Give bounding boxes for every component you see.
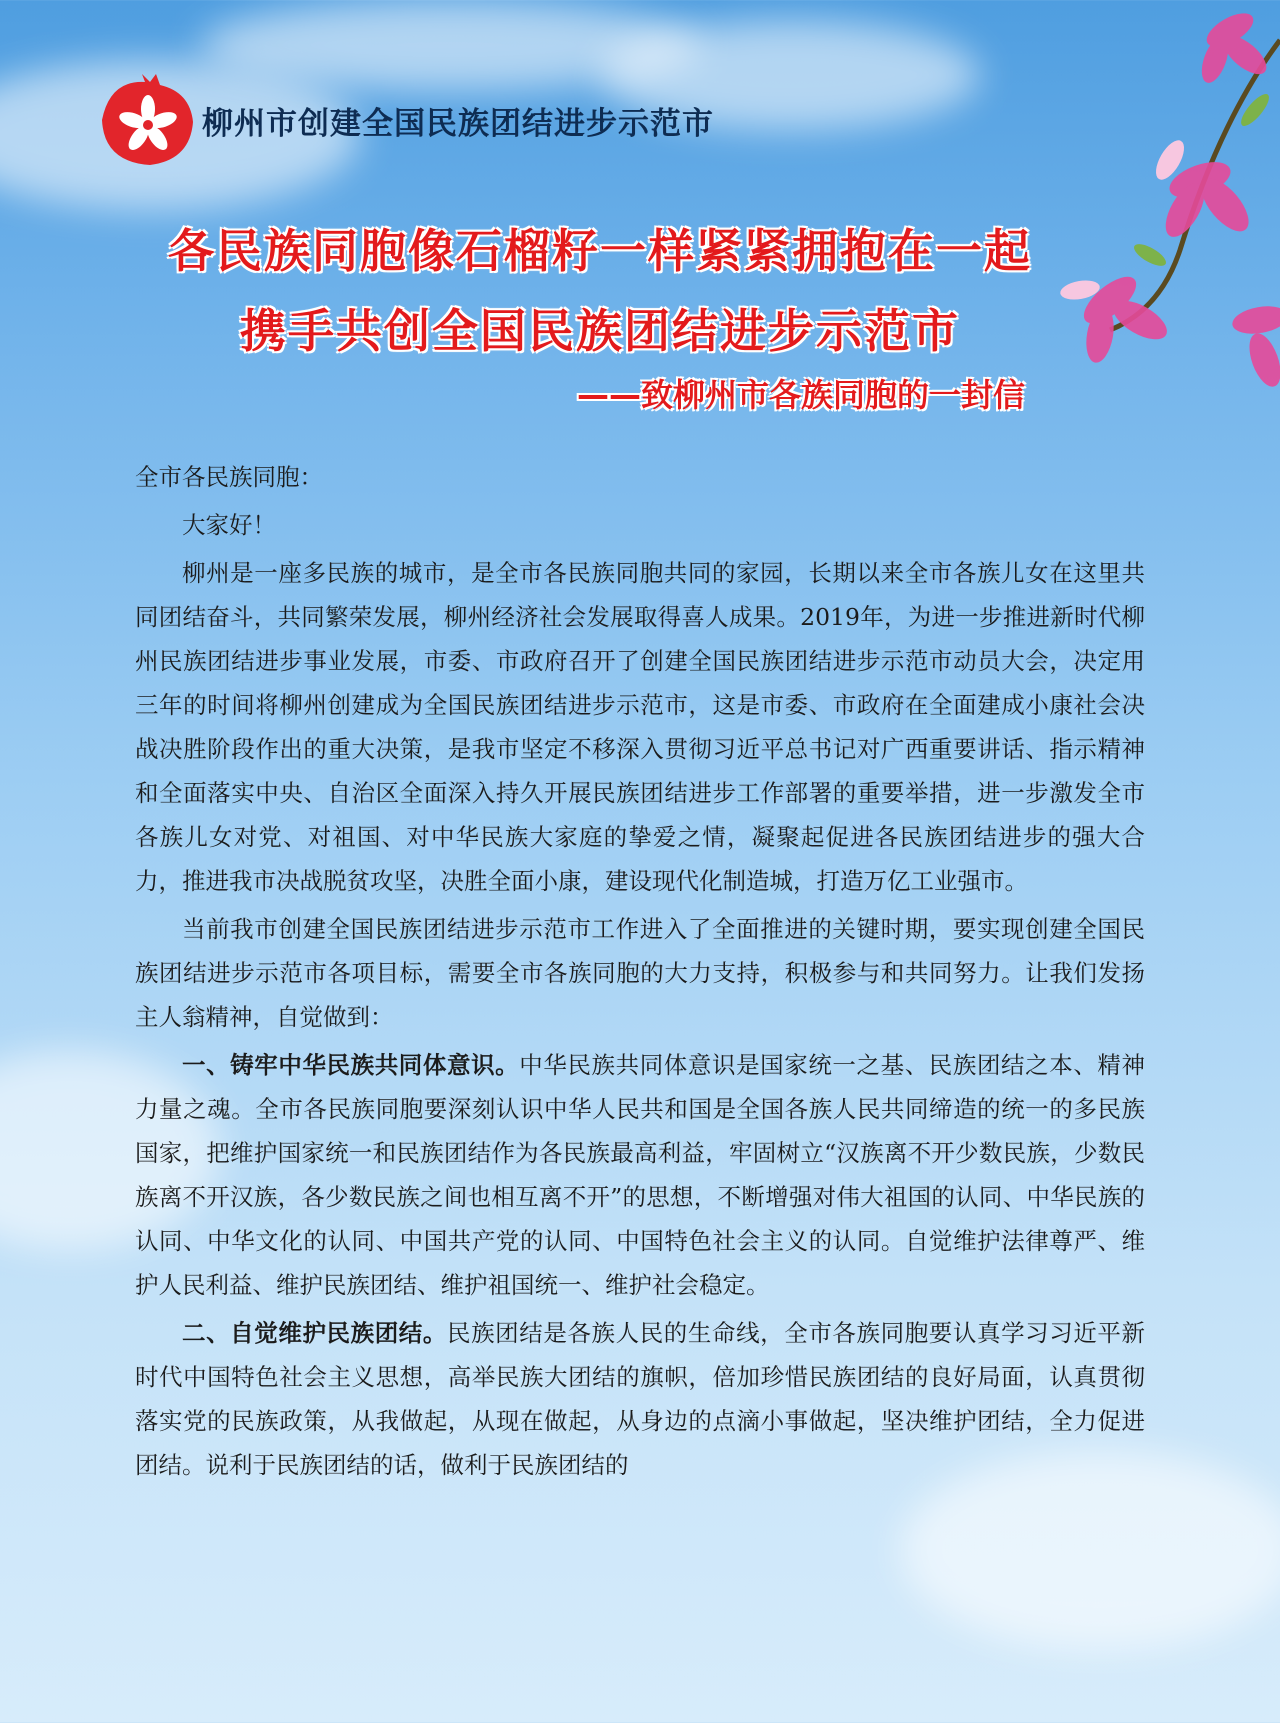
letter-paragraph: 柳州是一座多民族的城市，是全市各民族同胞共同的家园，长期以来全市各族儿女在这里共同团结奋斗，共同繁荣发展，柳州经济社会发展取得喜人成果。2019年，为进一步推进新时代柳州民族团结进步事业发展，市委、市政府召开了创建全国民族团结进步示范市动员大会，决定用三年的时间将柳州创建成为全国民族团结进步示范市，这是市委、市政府在全面建成小康社会决战决胜阶段作出的重大决策，是我市坚定不移深入贯彻习近平总书记对广西重要讲话、指示精神和全面落实中央、自治区全面深入持久开展民族团结进步工作部署的重要举措，进一步激发全市各族儿女对党、对祖国、对中华民族大家庭的挚爱之情，凝聚起促进各民族团结进步的强大合力，推进我市决战脱贫攻坚，决胜全面小康，建设现代化制造城，打造万亿工业强市。 bbox=[135, 559, 1145, 895]
letter-salutation: 全市各民族同胞： bbox=[135, 463, 323, 491]
headline-subtitle: ——致柳州市各族同胞的一封信 bbox=[576, 376, 1025, 414]
section-2-title: 二、自觉维护民族团结。 bbox=[182, 1319, 447, 1347]
section-1-body: 中华民族共同体意识是国家统一之基、民族团结之本、精神力量之魂。全市各民族同胞要深刻认识中华人民共和国是全国各族人民共同缔造的统一的多民族国家，把维护国家统一和民族团结作为各民族最高利益，牢固树立“汉族离不开少数民族，少数民族离不开汉族，各少数民族之间也相互离不开”的思想，不断增强对伟大祖国的认同、中华民族的认同、中华文化的认同、中国共产党的认同、中国特色社会主义的认同。自觉维护法律尊严、维护人民利益、维护民族团结、维护祖国统一、维护社会稳定。 bbox=[135, 1051, 1146, 1299]
section-2-body: 民族团结是各族人民的生命线，全市各族同胞要认真学习习近平新时代中国特色社会主义思想，高举民族大团结的旗帜，倍加珍惜民族团结的良好局面，认真贯彻落实党的民族政策，从我做起，从现在做起，从身边的点滴小事做起，坚决维护团结，全力促进团结。说利于民族团结的话，做利于民族团结的 bbox=[135, 1319, 1146, 1479]
pomegranate-flower-logo-icon bbox=[90, 70, 200, 170]
letter-section-2 bbox=[135, 1311, 1145, 1487]
org-title: 柳州市创建全国民族团结进步示范市 bbox=[202, 105, 714, 142]
letter-body bbox=[135, 455, 1145, 1491]
headline-line-2: 携手共创全国民族团结进步示范市 bbox=[240, 304, 960, 358]
header-bar bbox=[90, 70, 714, 170]
letter-greeting: 大家好！ bbox=[182, 511, 276, 539]
letter-paragraph: 当前我市创建全国民族团结进步示范市工作进入了全面推进的关键时期，要实现创建全国民族团结进步示范市各项目标，需要全市各族同胞的大力支持，积极参与和共同努力。让我们发扬主人翁精神，自觉做到： bbox=[135, 915, 1145, 1031]
letter-section-1 bbox=[135, 1043, 1145, 1307]
section-1-title: 一、铸牢中华民族共同体意识。 bbox=[182, 1051, 520, 1079]
headline-line-1: 各民族同胞像石榴籽一样紧紧拥抱在一起 bbox=[168, 224, 1032, 278]
